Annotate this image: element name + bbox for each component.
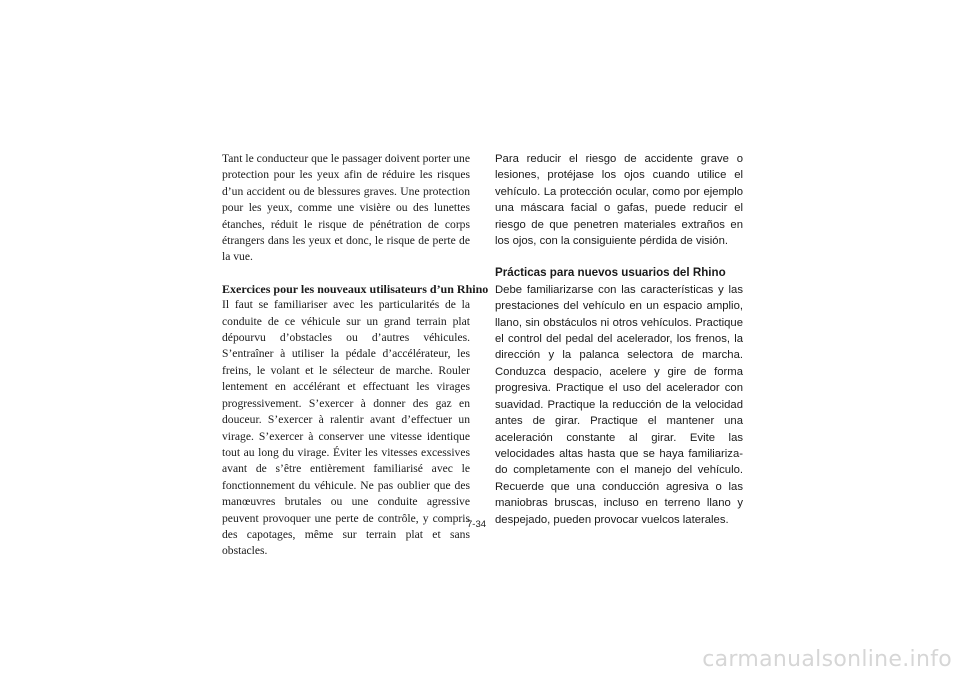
french-eye-protection-paragraph: Tant le conducteur que le passager doivent porter une protection pour les yeux afin de réduire les risques d’un accident ou de blessures graves. Une protection pour les yeux, comme une visière ou des lunettes étanches, réduit le risque de pénétration de corps étrangers dans les yeux et donc, le risque de perte de la vue. xyxy=(222,152,470,264)
spanish-eye-protection-paragraph: Para reducir el riesgo de accidente grave o lesiones, protéjase los ojos cuando utilice el vehículo. La protección ocular, como por ejemplo una máscara facial o gafas, puede reducir el riesgo de que penetren materiales extraños en los ojos, con la consiguiente pérdida de visión. xyxy=(495,153,743,248)
spanish-section-heading: Prácticas para nuevos usuarios del Rhino xyxy=(495,266,726,280)
french-section-heading: Exercices pour les nouveaux utilisateurs d’un Rhino xyxy=(222,281,489,296)
spanish-practice-paragraph: Debe familiarizarse con las características y las prestaciones del vehículo en un espacio amplio, llano, sin obstáculos ni otros vehículos. Practique el control del pedal del acelerador, los frenos, la dirección y la palanca selectora de marcha. Conduzca despacio, acelere y gire de forma progresiva. Practique el uso del acelerador con suavidad. Practique la reducción de la velocidad antes de girar. Practique el mantener una aceleración constante al girar. Evite las velocidades altas hasta que se haya familiarizado completamente con el manejo del vehículo. Recuerde que una conducción agresiva o las maniobras bruscas, incluso en terreno llano y despejado, pueden provocar vuelcos laterales. xyxy=(495,283,743,526)
french-practice-paragraph: Il faut se familiariser avec les particularités de la conduite de ce véhicule sur un grand terrain plat dépourvu d’obstacles ou d’autres véhicules. S’entraîner à utiliser la pédale d’accélérateur, les freins, le volant et le sélecteur de marche. Rouler lentement en accélérant et effectuant les virages progressivement. S’exercer à donner des gaz en douceur. S’exercer à ralentir avant d’effectuer un virage. S’exercer à conserver une vitesse identique tout au long du virage. Éviter les vitesses excessives avant de s’être entièrement familiarisé avec le fonctionnement du véhicule. Ne pas oublier que des manœuvres brutales ou une conduite agressive peuvent provoquer une perte de contrôle, y compris des capotages, même sur terrain plat et sans obstacles. xyxy=(222,298,470,558)
watermark: carmanualsonline.info xyxy=(702,647,952,672)
page-number: 7-34 xyxy=(467,519,487,530)
spanish-column xyxy=(495,151,743,528)
